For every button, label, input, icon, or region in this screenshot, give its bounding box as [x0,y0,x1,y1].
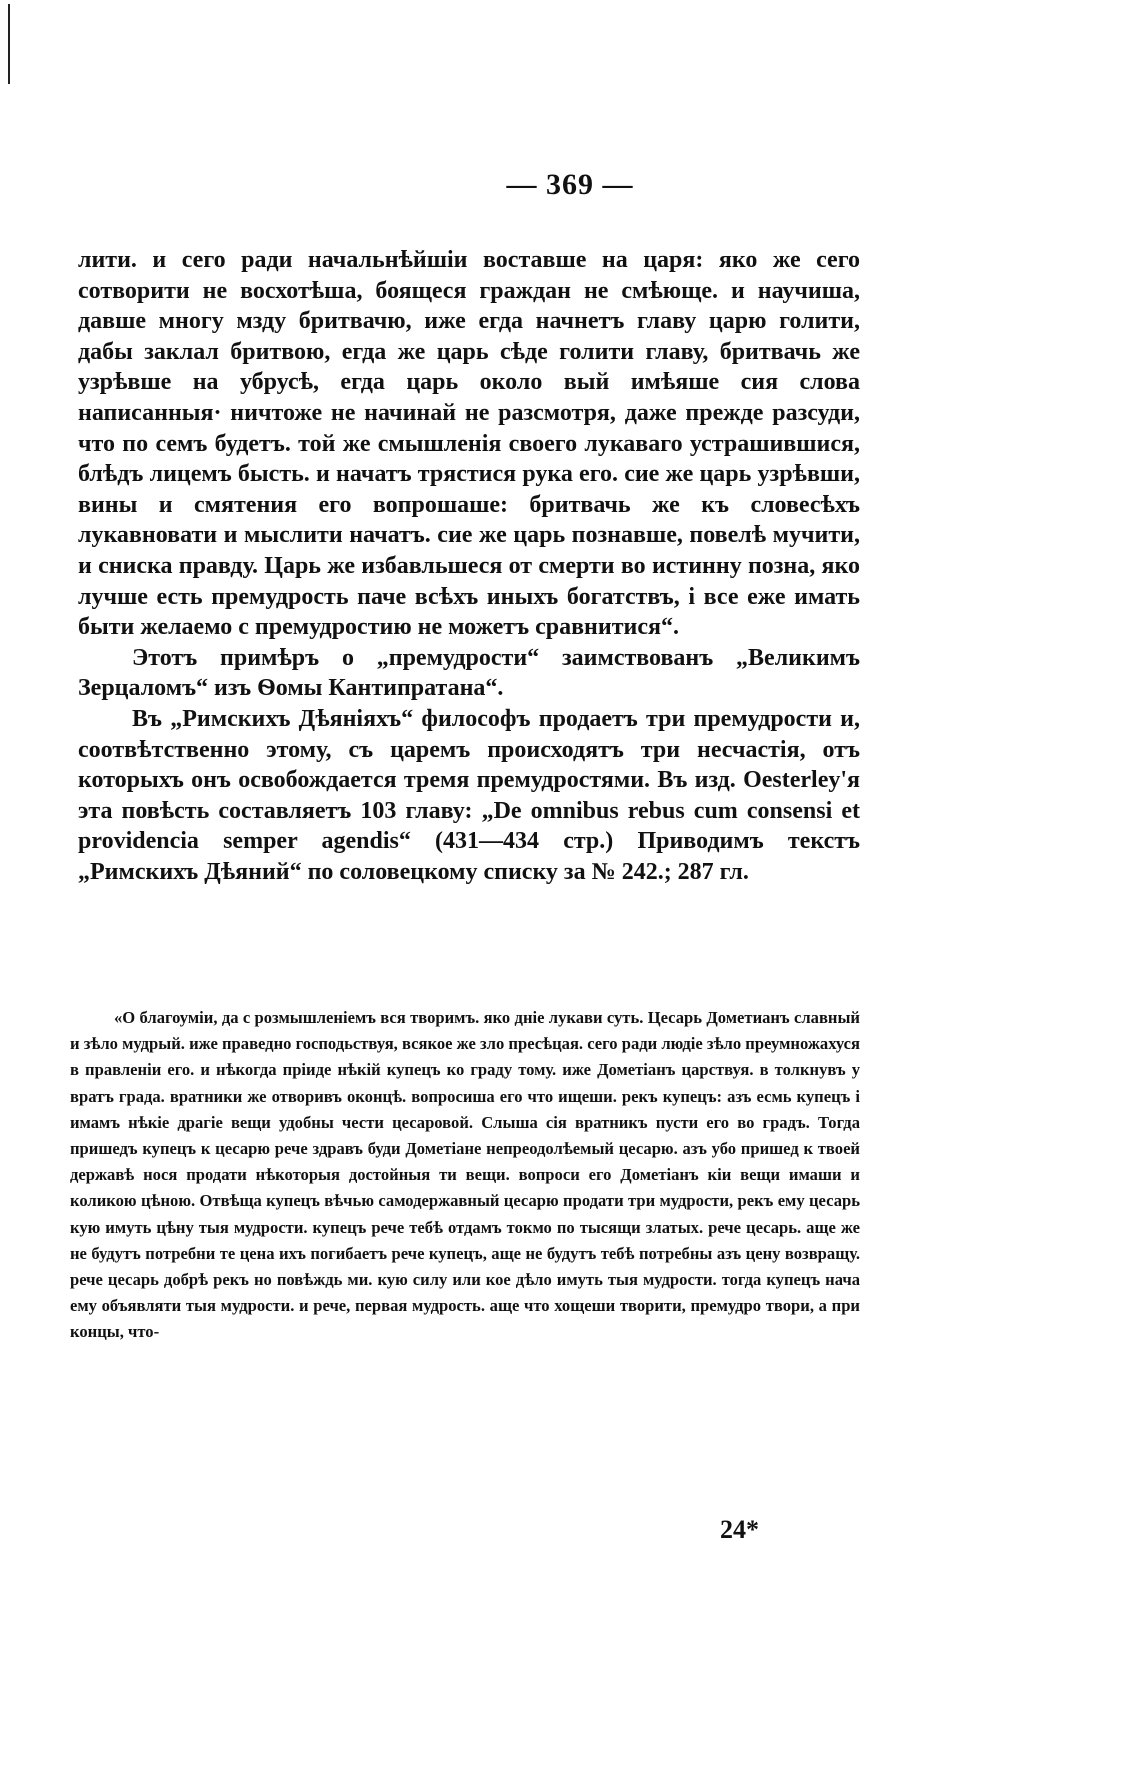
page-number: — 369 — [506,168,634,201]
paragraph-continuation: лити. и сего ради начальнѣйшiи воставше на царя: яко же сего сотворити не восхотѣша, боящеся граждан не смѣюще. и научиша, давше многу мзду бритвачю, иже егда начнетъ главу царю голити, дабы заклал бритвою, егда же царь сѣде голити главу, бритвачь же узрѣвше на убрусѣ, егда царь около вый имѣяше сия слова написанныя· ничтоже не начинай не разсмотря, даже прежде разсуди, что по семъ будетъ. той же смышленiя своего лукаваго устрашившися, блѣдъ лицемъ бысть. и начатъ трястися рука его. сие же царь узрѣвши, вины и смятения его вопрошаше: бритвачь же къ словесѣхъ лукавновати и мыслити начатъ. сие же царь познавше, повелѣ мучити, и сниска правду. Царь же избавльшеся от смерти во истинну позна, яко лучше есть премудрость паче всѣхъ иныхъ богатствъ, і все еже имать быти желаемо с премудростию не можетъ сравнитися“. [78,247,860,641]
signature-mark: 24* [720,1515,759,1544]
paragraph-gesta-romanorum: Въ „Римскихъ Дѣянiяхъ“ философъ продаетъ три премудрости и, соотвѣтственно этому, съ царемъ происходятъ три несчастiя, отъ которыхъ онъ освобождается тремя премудростями. Въ изд. Oesterley'я эта повѣсть составляетъ 103 главу: „De omnibus rebus cum consensi et providencia semper agendis“ (431—434 стр.) Приводимъ текстъ „Римскихъ Дѣяний“ по соловецкому списку за № 242.; 287 гл. [78,705,860,885]
main-text [78,245,860,887]
quoted-text-block [70,1005,860,1346]
paragraph-example-note: Этотъ примѣръ о „премудрости“ заимствованъ „Великимъ Зерцаломъ“ изъ Ѳомы Кантипратана“. [78,644,860,702]
margin-rule [8,4,10,84]
quoted-text: «О благоумiи, да с розмышленiемъ вся творимъ. яко днiе лукави суть. Цесарь Дометианъ славный и зѣло мудрый. иже праведно господьствуя, всякое же зло пресѣцая. сего ради людiе зѣло преумножахуся в правленiи его. и нѣкогда прiиде нѣкiй купецъ ко граду тому. иже Дометiанъ царствуя. в толкнувъ у вратъ града. вратники же отворивъ оконцѣ. вопросиша его что ищеши. рекъ купецъ: азъ есмь купецъ і имамъ нѣкiе драгiе вещи удобны чести цесаровой. Слыша сiя вратникъ пусти его во градъ. Тогда пришедъ купецъ к цесарю рече здравъ буди Дометiане непреодолѣемый цесарю. азъ убо пришед к твоей державѣ нося продати нѣкоторыя достойныя ти вещи. вопроси его Дометiанъ кiи вещи имаши и коликою цѣною. Отвѣща купецъ вѣчью самодержавный цесарю продати три мудрости, рекъ ему цесарь кую имуть цѣну тыя мудрости. купецъ рече тебѣ отдамъ токмо по тысящи златых. рече цесарь. аще же не будутъ потребни те цена ихъ погибаетъ рече купецъ, аще не будутъ тебѣ потребны азъ цену возвращу. рече цесарь добрѣ рекъ но повѣждь ми. кую силу или кое дѣло имуть тыя мудрости. тогда купецъ нача ему объявляти тыя мудрости. и рече, первая мудрость. аще что хощеши творити, премудро твори, а при концы, что- [70,1008,860,1342]
